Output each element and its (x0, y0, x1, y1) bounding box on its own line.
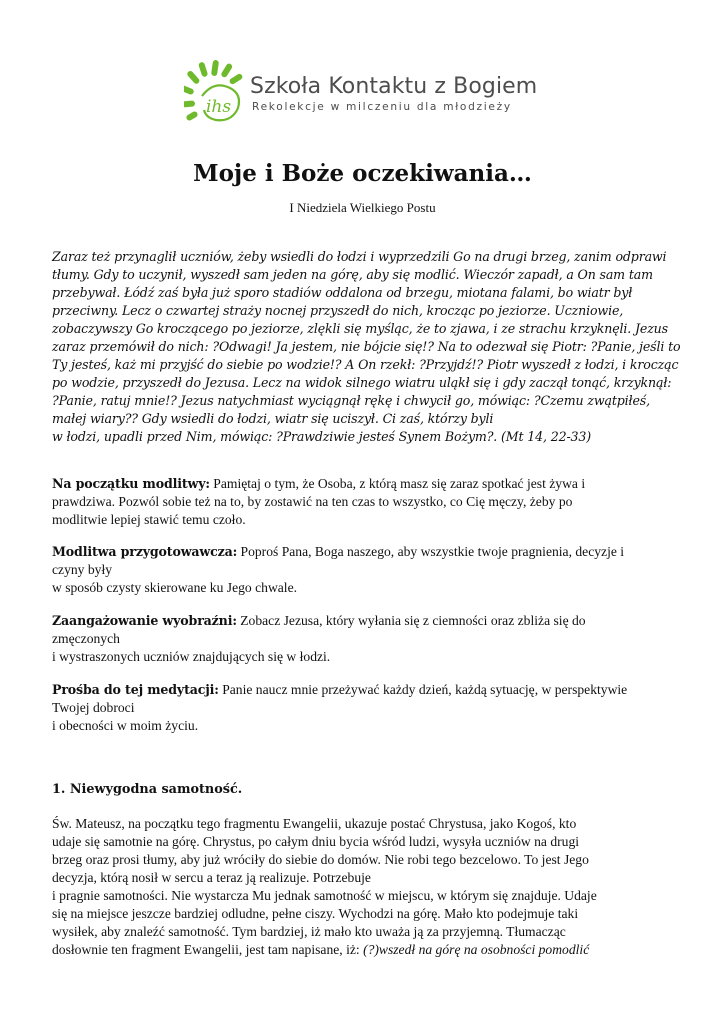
section-text: zmęczonych (52, 631, 120, 646)
page-subtitle: I Niedziela Wielkiego Postu (289, 200, 436, 215)
section-label: Prośba do tej medytacji: (52, 682, 219, 697)
section-label: Zaangażowanie wyobraźni: (52, 613, 237, 628)
section-label: Modlitwa przygotowawcza: (52, 544, 238, 559)
body-line: udaje się samotnie na górę. Chrystus, po całym dniu bycia wśród ludzi, wysyła uczniów na drugi (52, 834, 580, 849)
section-text: Twojej dobroci (52, 700, 135, 715)
quote-line: przeciwny. Lecz o czwartej straży nocnej przyszedł do nich, krocząc po jeziorze. Uczniowie, (52, 303, 624, 318)
quote-line: przebywał. Łódź zaś była już sporo stadiów oddalona od brzegu, miotana falami, bo wiatr był (52, 285, 633, 300)
section-label: Na początku modlitwy: (52, 476, 210, 491)
body-italic-quote: (?)wszedł na górę na osobności pomodlić (363, 942, 590, 957)
section-text: Poproś Pana, Boga naszego, aby wszystkie twoje pragnienia, decyzje i (237, 544, 625, 559)
quote-line: Ty jesteś, każ mi przyjść do siebie po wodzie!? A On rzekł: ?Przyjdź!? Piotr wyszedł z łodzi, i krocząc (52, 357, 679, 372)
body-line: dosłownie ten fragment Ewangelii, jest tam napisane, iż: (52, 942, 364, 957)
body-line: brzeg oraz prosi tłumy, aby już wróciły do siebie do domów. Nie robi tego bezcelowo. To jest Jego (52, 852, 589, 867)
body-line: i pragnie samotności. Nie wystarcza Mu jednak samotność w miejscu, w którym się znajduje. Udaje (52, 888, 597, 903)
section-text: Pamiętaj o tym, że Osoba, z którą masz się zaraz spotkać jest żywa i (209, 476, 586, 491)
sun-logo-icon (184, 58, 250, 128)
svg-text:ihs: ihs (206, 97, 232, 117)
quote-line: zobaczywszy Go kroczącego po jeziorze, zlękli się myśląc, że to zjawa, i ze strachu krzyknęli. Jezus (52, 321, 668, 336)
scripture-quote (52, 248, 681, 446)
quote-line: po wodzie, przyszedł do Jezusa. Lecz na widok silnego wiatru uląkł się i gdy zaczął tonąć, krzyknął: (52, 375, 672, 390)
body-line: decyzja, którą nosił w sercu a teraz ją realizuje. Potrzebuje (52, 870, 371, 885)
quote-line: tłumy. Gdy to uczynił, wyszedł sam jeden na górę, aby się modlić. Wieczór zapadł, a On sam tam (52, 267, 653, 282)
section-heading: 1. Niewygodna samotność. (52, 782, 243, 797)
body-line: Św. Mateusz, na początku tego fragmentu Ewangelii, ukazuje postać Chrystusa, jako Kogoś, kto (52, 816, 577, 831)
quote-line: w łodzi, upadli przed Nim, mówiąc: ?Prawdziwie jesteś Synem Bożym?. (Mt 14, 22-33) (52, 429, 592, 444)
quote-line: małej wiary?? Gdy wsiedli do łodzi, wiatr się uciszył. Ci zaś, którzy byli (52, 411, 494, 426)
quote-line: ?Panie, ratuj mnie!? Jezus natychmiast wyciągnął rękę i chwycił go, mówiąc: ?Czemu zwątpiłeś, (52, 393, 650, 408)
section-text: Panie naucz mnie przeżywać każdy dzień, każdą sytuację, w perspektywie (218, 682, 628, 697)
body-paragraph (52, 815, 674, 959)
body-line: się na miejsce jeszcze bardziej odludne, pełne ciszy. Wychodzi na górę. Mało kto podejmuje taki (52, 906, 579, 921)
section-meditation-request (52, 681, 674, 735)
section-text: czyny były (52, 562, 113, 577)
logo-title: Szkoła Kontaktu z Bogiem (250, 74, 538, 99)
section-text: i obecności w moim życiu. (52, 718, 199, 733)
quote-line: Zaraz też przynaglił uczniów, żeby wsiedli do łodzi i wyprzedzili Go na drugi brzeg, zanim odprawi (52, 249, 667, 264)
page-title: Moje i Boże oczekiwania… (193, 160, 532, 187)
logo-subtitle: Rekolekcje w milczeniu dla młodzieży (252, 101, 512, 113)
section-text: prawdziwa. Pozwól sobie też na to, by zostawić na ten czas to wszystko, co Cię męczy, żeby po (52, 494, 573, 509)
section-beginning-prayer (52, 475, 674, 529)
body-line: wysiłek, aby znaleźć samotność. Tym bardziej, iż mało kto uważa ją za przyjemną. Tłumacząc (52, 924, 566, 939)
section-text: i wystraszonych uczniów znajdujących się w łodzi. (52, 649, 331, 664)
section-text: Zobacz Jezusa, który wyłania się z ciemności oraz zbliża się do (236, 613, 586, 628)
header-logo (184, 58, 544, 128)
section-preparatory-prayer (52, 543, 674, 597)
quote-line: zaraz przemówił do nich: ?Odwagi! Ja jestem, nie bójcie się!? Na to odezwał się Piotr: ?Panie, jeśli to (52, 339, 681, 354)
section-text: modlitwie lepiej stawić temu czoło. (52, 512, 246, 527)
section-text: w sposób czysty skierowane ku Jego chwale. (52, 580, 298, 595)
section-imagination (52, 612, 674, 666)
